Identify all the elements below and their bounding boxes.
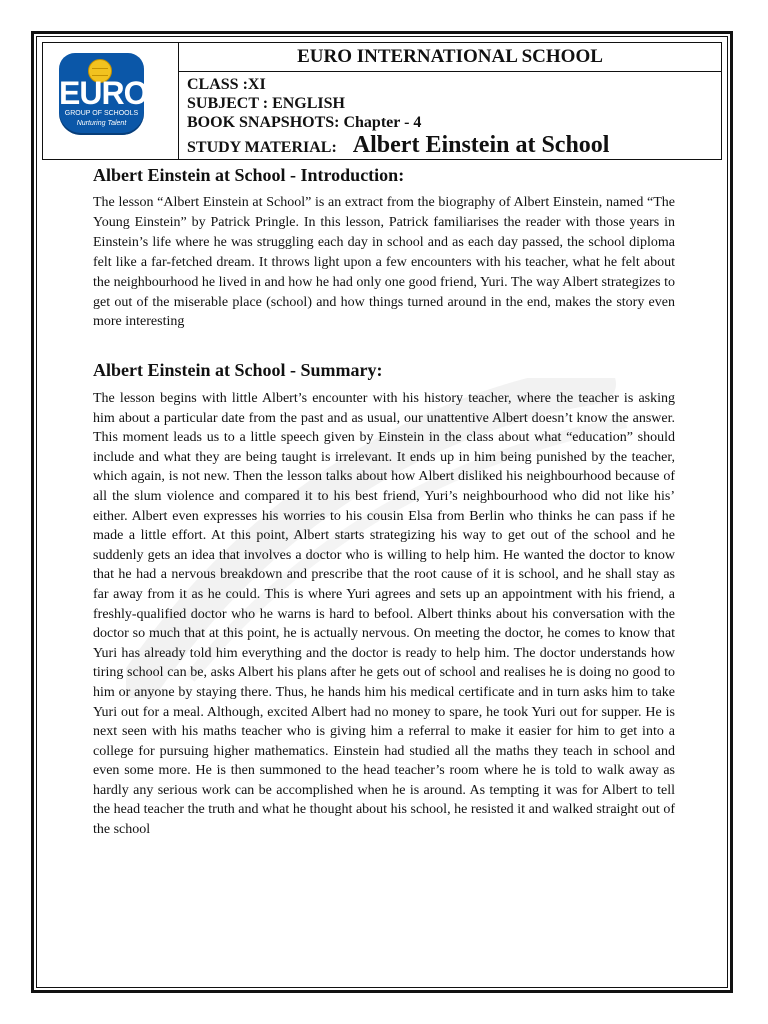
subject-line: SUBJECT : ENGLISH [187,95,345,112]
study-material-title: Albert Einstein at School [352,132,610,158]
introduction-heading: Albert Einstein at School - Introduction: [93,165,405,185]
summary-heading: Albert Einstein at School - Summary: [93,360,383,380]
logo-cell [43,43,179,159]
book-snapshots-line: BOOK SNAPSHOTS: Chapter - 4 [187,114,422,131]
logo-subtitle: GROUP OF SCHOOLS [64,110,139,117]
class-line: CLASS :XI [187,76,266,93]
logo-name: EURO [59,75,148,111]
study-material-label: STUDY MATERIAL: [187,139,337,156]
logo-tagline: Nurturing Talent [76,120,127,127]
school-name: EURO INTERNATIONAL SCHOOL [179,43,721,72]
summary-paragraph: The lesson begins with little Albert’s encounter with his history teacher, where the teacher is asking him about a particular date from the past and as usual, our unattentive Albert doesn’t know the answer. This moment leads us to a little speech given by Einstein in the class about what “education” should include and what they are being taught is irrelevant. It ends up in him being punished by the teacher, which again, is not new. Then the lesson talks about how Albert disliked his neighbourhood because of all the slum violence and compared it to his best friend, Yuri’s neighbourhood who did not like his’ either. Albert even expresses his worries to his cousin Elsa from Berlin who thinks he can pass if he made a little effort. At this point, Albert starts strategizing his way to get out of the school and he suddenly gets an idea that involves a doctor who is willing to help him. He wanted the doctor to know that he had a nervous breakdown and prescribe that the root cause of it is school, and he shall stay as far away from it as he could. This is where Yuri agrees and sets up an appointment with his friend, a freshly-qualified doctor who he warns is hard to befool. Albert thinks about his conversation with the doctor so much that at this point, he is actually nervous. On meeting the doctor, he comes to know that Yuri has already told him everything and the doctor is ready to help him. The doctor understands how tiring school can be, asks Albert his plans after he gets out of school and realises he is doing no good to him or anyone by staying there. Thus, he hands him his medical certificate and in turn asks him to take Yuri out for a meal. Although, excited Albert had no money to spare, he took Yuri out for supper. He is next seen with his maths teacher who is giving him a referral to make it easier for him to get into a college for pursuing higher mathematics. Einstein had studied all the maths they teach in school and even some more. He is then summoned to the head teacher’s room where he is told to walk away as hardly any serious work can be accomplished when he is around. As tempting it was for Albert to tell the head teacher the truth and what he thought about his school, he resisted it and walked straight out of the school [93,391,675,838]
study-material-line [187,131,609,162]
introduction-paragraph: The lesson “Albert Einstein at School” is an extract from the biography of Albert Einstein, named “The Young Einstein” by Patrick Pringle. In this lesson, Patrick familiarises the reader with those years in Einstein’s life where he was struggling each day in school and as each day passed, the school diploma felt like a far-fetched dream. It throws light upon a few encounters with his teacher, what he felt about the neighbourhood he lived in and how he had only one good friend, Yuri. The way Albert strategizes to get out of the miserable place (school) and how things turned around in the end, makes the story even more interesting [93,195,675,330]
school-logo [59,53,148,135]
header-table [42,42,722,160]
